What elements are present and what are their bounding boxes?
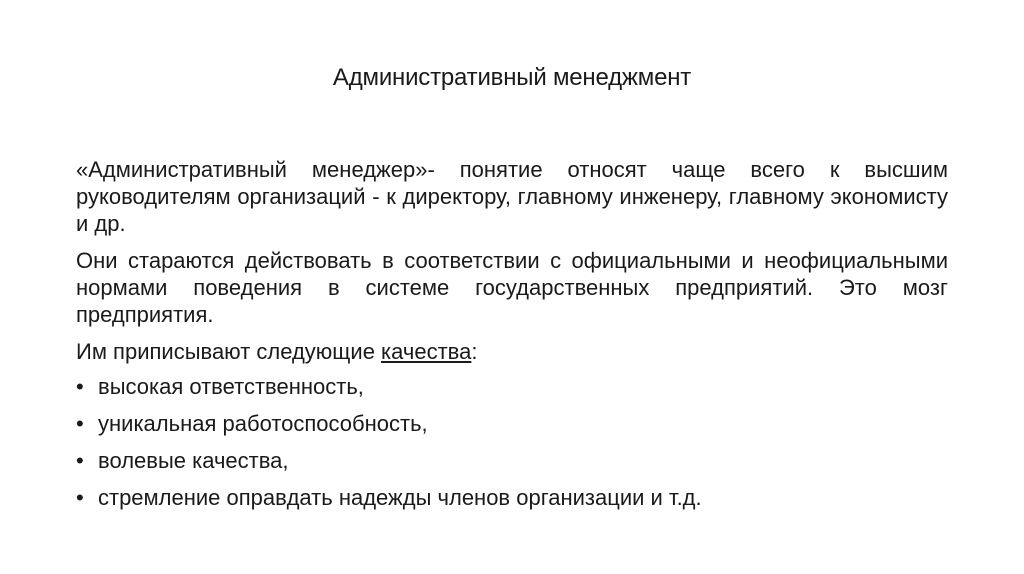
qualities-list bbox=[76, 373, 948, 511]
list-item bbox=[76, 447, 948, 474]
list-item-text: высокая ответственность, bbox=[98, 374, 364, 399]
qualities-lead-text: Им приписывают следующие bbox=[76, 339, 382, 364]
list-item-text: уникальная работоспособность, bbox=[98, 411, 428, 436]
list-item bbox=[76, 410, 948, 437]
bullet-icon: • bbox=[76, 485, 84, 510]
bullet-icon: • bbox=[76, 374, 84, 399]
qualities-underlined-word: качества bbox=[381, 339, 472, 364]
list-item-text: стремление оправдать надежды членов организации и т.д. bbox=[98, 485, 702, 510]
qualities-lead bbox=[76, 338, 948, 365]
bullet-icon: • bbox=[76, 448, 84, 473]
list-item-text: волевые качества, bbox=[98, 448, 289, 473]
bullet-icon: • bbox=[76, 411, 84, 436]
paragraph-behavior: Они стараются действовать в соответствии с официальными и неофициальными нормами поведения в системе государственных предприятий. Это мозг предприятия. bbox=[76, 248, 948, 327]
list-item bbox=[76, 484, 948, 511]
qualities-lead-suffix: : bbox=[471, 339, 478, 364]
paragraph-definition: «Административный менеджер»- понятие относят чаще всего к высшим руководителям организаций - к директору, главному инженеру, главному экономисту и др. bbox=[76, 157, 948, 236]
slide-content bbox=[76, 156, 948, 521]
list-item bbox=[76, 373, 948, 400]
slide-title: Административный менеджмент bbox=[332, 64, 692, 91]
